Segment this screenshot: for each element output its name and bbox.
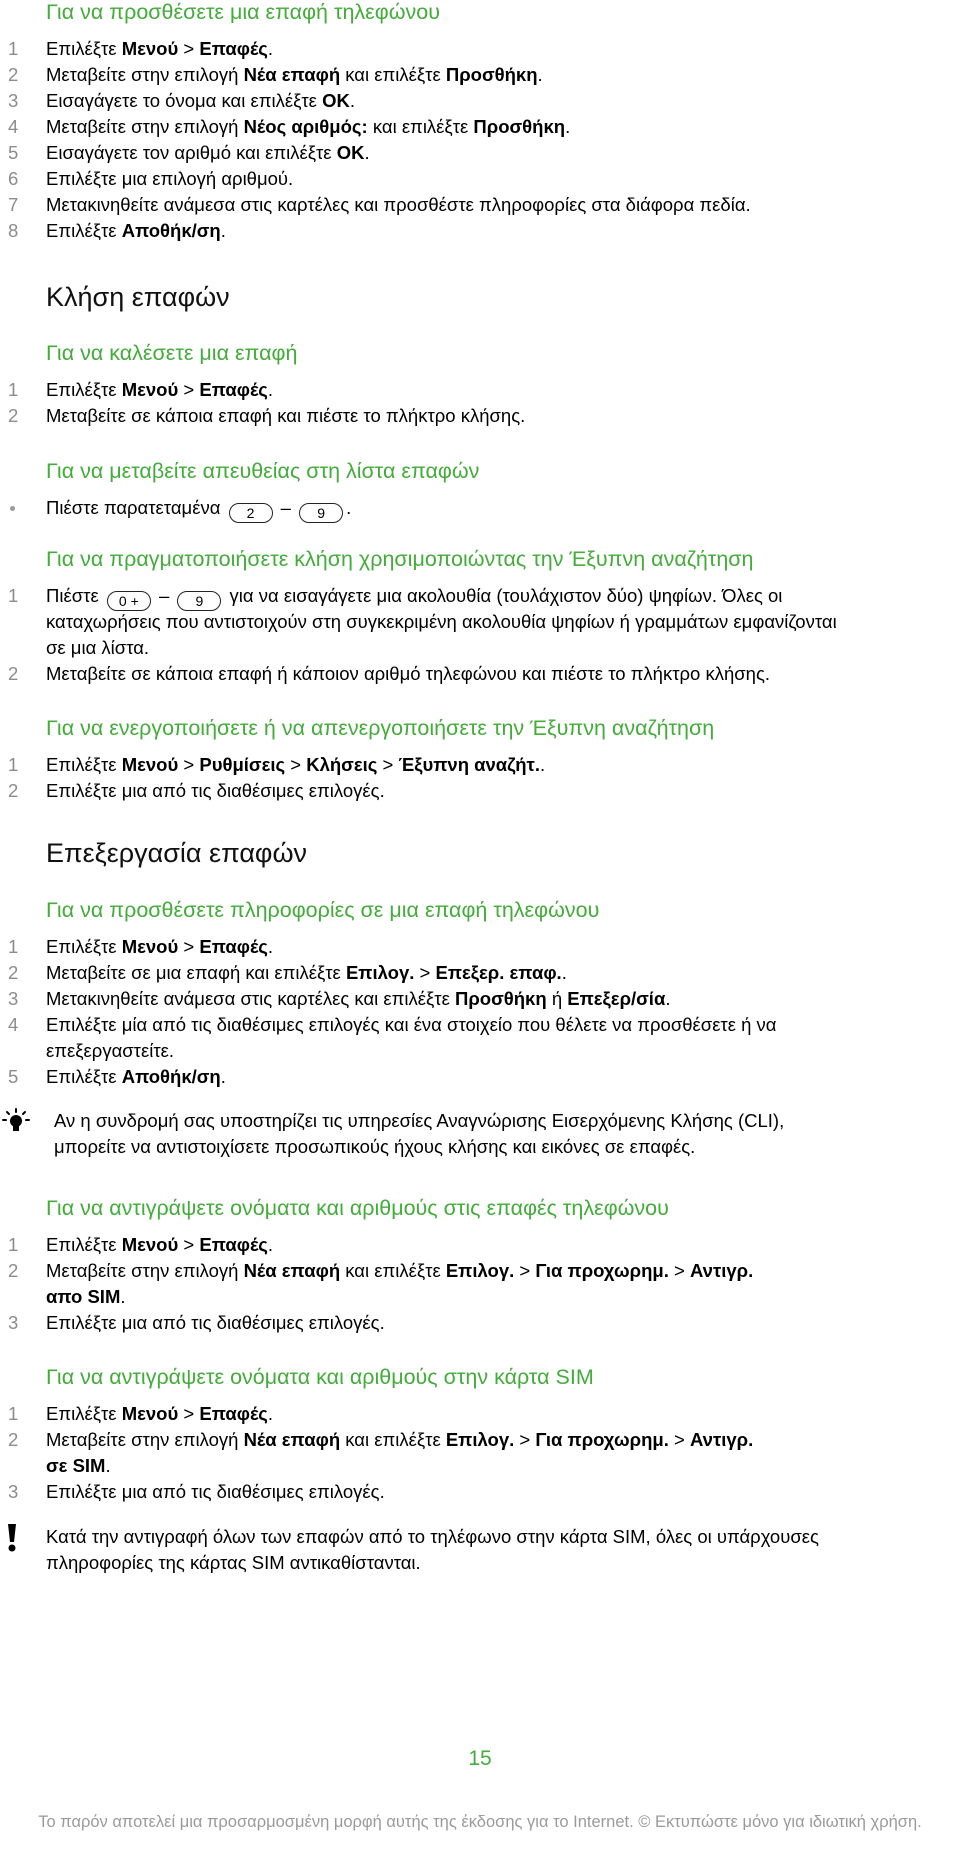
step-number: 1 — [8, 754, 19, 775]
step-text: Μετακινηθείτε ανάμεσα στις καρτέλες και προσθέστε πληροφορίες στα διάφορα πεδία. — [46, 194, 751, 215]
step-number: 2 — [8, 1260, 19, 1281]
step-text-line: απο SIM. — [46, 1286, 126, 1307]
step-number: 1 — [8, 936, 19, 957]
step-item — [0, 1012, 930, 1064]
step-text: Μεταβείτε σε κάποια επαφή και πιέστε το πλήκτρο κλήσης. — [46, 405, 526, 426]
step-text: Εισαγάγετε τον αριθμό και επιλέξτε OK. — [46, 142, 370, 163]
key-9-icon: 9 — [177, 591, 221, 611]
subheading-smart-search: Για να πραγματοποιήσετε κλήση χρησιμοποιώντας την Έξυπνη αναζήτηση — [46, 547, 754, 571]
key-9-icon: 9 — [299, 503, 343, 523]
warning-text: Κατά την αντιγραφή όλων των επαφών από το τηλέφωνο στην κάρτα SIM, όλες οι υπάρχουσες — [46, 1526, 819, 1547]
step-number: 2 — [8, 64, 19, 85]
step-number: 3 — [8, 90, 19, 111]
step-text: Πιέστε παρατεταμένα 2 – 9 . — [46, 497, 352, 521]
step-item — [0, 583, 930, 661]
step-number: 2 — [8, 1429, 19, 1450]
step-text: Μεταβείτε σε κάποια επαφή ή κάποιον αριθμό τηλεφώνου και πιέστε το πλήκτρο κλήσης. — [46, 663, 771, 684]
tip-note — [0, 1108, 960, 1160]
step-number: 4 — [8, 116, 19, 137]
lightbulb-icon — [2, 1108, 32, 1141]
step-number: 1 — [8, 38, 19, 59]
key-0-icon: 0 + — [107, 591, 151, 611]
exclamation-icon — [2, 1524, 22, 1561]
step-text: Επιλέξτε μία από τις διαθέσιμες επιλογές και ένα στοιχείο που θέλετε να προσθέσετε ή να — [46, 1014, 777, 1035]
step-number: 7 — [8, 194, 19, 215]
step-number: 4 — [8, 1014, 19, 1035]
subheading-add-info: Για να προσθέσετε πληροφορίες σε μια επαφή τηλεφώνου — [46, 898, 600, 922]
step-text-line: σε μια λίστα. — [46, 637, 150, 658]
step-number: 1 — [8, 585, 19, 606]
footer-text: Το παρόν αποτελεί μια προσαρμοσμένη μορφή αυτής της έκδοσης για το Internet. © Εκτυπώστε μόνο για ιδιωτική χρήση. — [38, 1813, 922, 1831]
tip-text: μπορείτε να αντιστοιχίσετε προσωπικούς ήχους κλήσης και εικόνες σε επαφές. — [54, 1136, 696, 1157]
step-text-line: επεξεργαστείτε. — [46, 1040, 175, 1061]
step-number: 2 — [8, 405, 19, 426]
step-number: 6 — [8, 168, 19, 189]
step-text: Επιλέξτε Μενού > Επαφές. — [46, 38, 274, 59]
step-text: Μεταβείτε στην επιλογή Νέα επαφή και επιλέξτε Επιλογ. > Για προχωρημ. > Αντιγρ. — [46, 1260, 754, 1281]
warning-note — [0, 1524, 960, 1576]
subheading-call-contact: Για να καλέσετε μια επαφή — [46, 341, 298, 365]
step-text-line: σε SIM. — [46, 1455, 111, 1476]
step-text: Μεταβείτε στην επιλογή Νέος αριθμός: και επιλέξτε Προσθήκη. — [46, 116, 571, 137]
step-text: Επιλέξτε Μενού > Επαφές. — [46, 1234, 274, 1255]
step-number: 5 — [8, 142, 19, 163]
heading-editing-contacts: Επεξεργασία επαφών — [46, 838, 308, 868]
warning-text: πληροφορίες της κάρτας SIM αντικαθίστανται. — [46, 1552, 421, 1573]
subheading-toggle-smart-search: Για να ενεργοποιήσετε ή να απενεργοποιήσετε την Έξυπνη αναζήτηση — [46, 716, 715, 740]
step-text: Επιλέξτε μια από τις διαθέσιμες επιλογές. — [46, 1312, 385, 1333]
step-item — [0, 1427, 930, 1479]
step-number: 3 — [8, 1481, 19, 1502]
subheading-copy-to-sim: Για να αντιγράψετε ονόματα και αριθμούς στην κάρτα SIM — [46, 1365, 594, 1389]
step-number: 1 — [8, 1234, 19, 1255]
step-text: Επιλέξτε Μενού > Επαφές. — [46, 379, 274, 400]
bullet-icon — [10, 506, 15, 511]
step-text: Επιλέξτε Μενού > Ρυθμίσεις > Κλήσεις > Έξυπνη αναζήτ.. — [46, 754, 546, 775]
step-text: Μετακινηθείτε ανάμεσα στις καρτέλες και επιλέξτε Προσθήκη ή Επεξερ/σία. — [46, 988, 671, 1009]
subheading-copy-to-phone: Για να αντιγράψετε ονόματα και αριθμούς στις επαφές τηλεφώνου — [46, 1196, 669, 1220]
step-text: Επιλέξτε Αποθήκ/ση. — [46, 1066, 226, 1087]
step-text: Επιλέξτε μια από τις διαθέσιμες επιλογές. — [46, 1481, 385, 1502]
step-number: 2 — [8, 663, 19, 684]
heading-calling-contacts: Κλήση επαφών — [46, 282, 230, 312]
tip-text: Αν η συνδρομή σας υποστηρίζει τις υπηρεσίες Αναγνώρισης Εισερχόμενης Κλήσης (CLI), — [54, 1110, 785, 1131]
step-text: Επιλέξτε Αποθήκ/ση. — [46, 220, 226, 241]
step-text: Μεταβείτε στην επιλογή Νέα επαφή και επιλέξτε Επιλογ. > Για προχωρημ. > Αντιγρ. — [46, 1429, 754, 1450]
step-number: 1 — [8, 1403, 19, 1424]
key-2-icon: 2 — [229, 503, 273, 523]
step-number: 8 — [8, 220, 19, 241]
step-item — [0, 1258, 930, 1310]
step-number: 2 — [8, 780, 19, 801]
step-text: Επιλέξτε μια επιλογή αριθμού. — [46, 168, 294, 189]
step-number: 3 — [8, 1312, 19, 1333]
step-text: Επιλέξτε μια από τις διαθέσιμες επιλογές. — [46, 780, 385, 801]
step-text: Επιλέξτε Μενού > Επαφές. — [46, 936, 274, 957]
step-number: 3 — [8, 988, 19, 1009]
subheading-goto-list: Για να μεταβείτε απευθείας στη λίστα επαφών — [46, 459, 480, 483]
step-number: 2 — [8, 962, 19, 983]
step-text: Εισαγάγετε το όνομα και επιλέξτε OK. — [46, 90, 355, 111]
page-number: 15 — [468, 1747, 492, 1770]
step-text-line: καταχωρήσεις που αντιστοιχούν στη συγκεκριμένη ακολουθία ψηφίων ή γραμμάτων εμφανίζονται — [46, 611, 837, 632]
step-number: 1 — [8, 379, 19, 400]
step-text: Μεταβείτε στην επιλογή Νέα επαφή και επιλέξτε Προσθήκη. — [46, 64, 543, 85]
step-text: Επιλέξτε Μενού > Επαφές. — [46, 1403, 274, 1424]
step-number: 5 — [8, 1066, 19, 1087]
step-text: Πιέστε 0 + – 9 για να εισαγάγετε μια ακολουθία (τουλάχιστον δύο) ψηφίων. Όλες οι — [46, 585, 783, 609]
subheading-add-contact: Για να προσθέσετε μια επαφή τηλεφώνου — [46, 0, 440, 24]
step-text: Μεταβείτε σε μια επαφή και επιλέξτε Επιλογ. > Επεξερ. επαφ.. — [46, 962, 567, 983]
